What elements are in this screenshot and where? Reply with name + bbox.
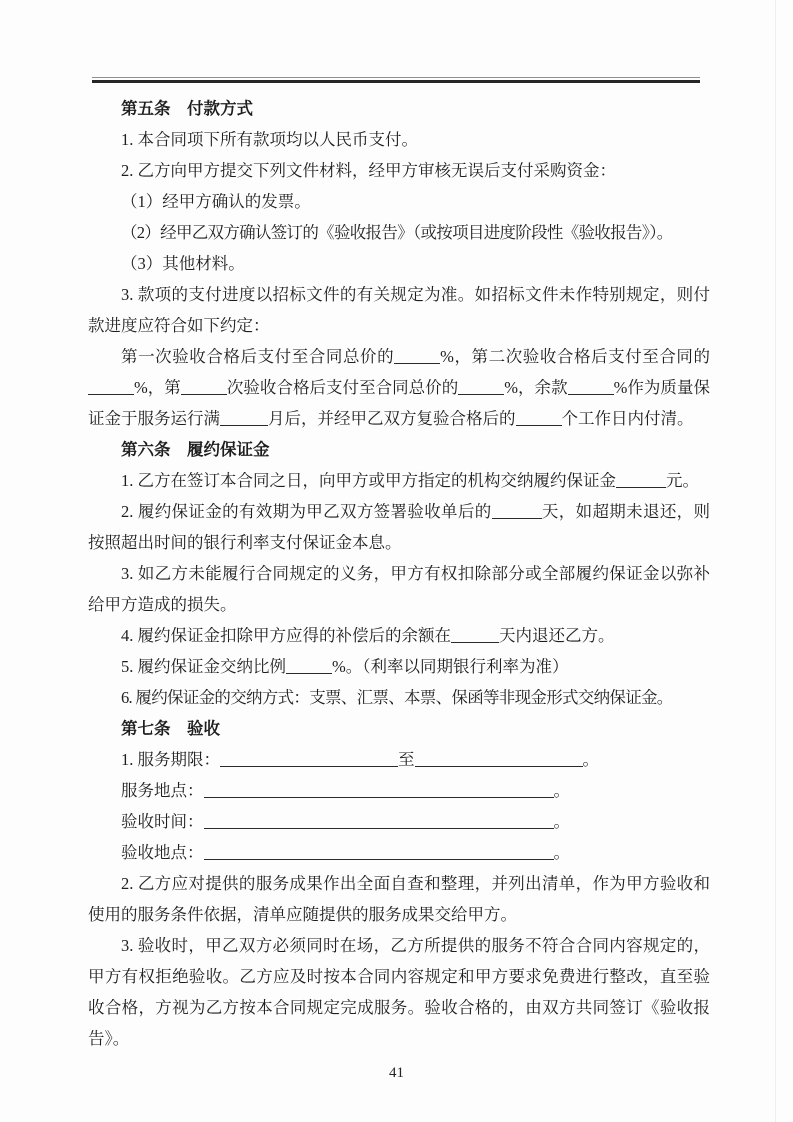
- paragraph: [88, 837, 710, 868]
- text-run: 至: [398, 750, 415, 769]
- text-run: 元。: [666, 471, 699, 490]
- paragraph: [88, 806, 710, 837]
- paragraph: [88, 651, 710, 682]
- text-run: 服务地点：: [121, 781, 204, 800]
- blank-underline: [415, 752, 583, 767]
- paragraph: [88, 620, 710, 651]
- paragraph: [88, 217, 710, 248]
- text-run: 5. 履约保证金交纳比例: [121, 657, 286, 676]
- section-heading: 第六条 履约保证金: [121, 440, 270, 459]
- blank-underline: [451, 628, 499, 643]
- text-run: （1）经甲方确认的发票。: [121, 192, 311, 211]
- paragraph: [88, 682, 710, 713]
- text-run: %，第二次验收合格后支付至合同的: [440, 347, 711, 366]
- text-run: 3. 款项的支付进度以招标文件的有关规定为准。如招标文件未作特别规定，则付款进度应符合如下约定：: [88, 285, 710, 335]
- text-run: 3. 验收时，甲乙双方必须同时在场，乙方所提供的服务不符合合同内容规定的，甲方有权拒绝验收。乙方应及时按本合同内容规定和甲方要求免费进行整改，直至验收合格，方视为乙方按本合同规定完成服务。验收合格的，由双方共同签订《验收报告》。: [88, 936, 710, 1048]
- text-run: 次验收合格后支付至合同总价的: [226, 378, 459, 397]
- text-run: 天，如超期未退还，则按照超出时间的银行利率支付保证金本息。: [88, 502, 710, 552]
- blank-underline: [458, 380, 504, 395]
- text-run: %，第: [134, 378, 181, 397]
- text-run: 验收时间：: [121, 812, 204, 831]
- text-run: 1. 乙方在签订本合同之日，向甲方或甲方指定的机构交纳履约保证金: [121, 471, 616, 490]
- text-run: 。: [553, 812, 570, 831]
- paragraph: [88, 155, 710, 186]
- text-run: 天内退还乙方。: [499, 626, 615, 645]
- blank-underline: [220, 752, 398, 767]
- text-run: 。: [553, 781, 570, 800]
- text-run: 2. 乙方向甲方提交下列文件材料，经甲方审核无误后支付采购资金：: [121, 161, 616, 180]
- blank-underline: [516, 411, 562, 426]
- text-run: 2. 履约保证金的有效期为甲乙双方签署验收单后的: [121, 502, 492, 521]
- paragraph: [88, 124, 710, 155]
- blank-underline: [181, 380, 227, 395]
- blank-underline: [88, 380, 134, 395]
- scan-edge-artifact: [775, 0, 776, 1122]
- text-run: 。: [553, 843, 570, 862]
- text-run: 验收地点：: [121, 843, 204, 862]
- text-run: 个工作日内付清。: [561, 409, 694, 428]
- paragraph: [88, 465, 710, 496]
- blank-underline: [204, 783, 554, 798]
- section-heading: 第七条 验收: [121, 719, 220, 738]
- text-run: 月后，并经甲乙双方复验合格后的: [268, 409, 516, 428]
- text-run: 。: [582, 750, 599, 769]
- blank-underline: [204, 845, 554, 860]
- paragraph: [88, 558, 710, 620]
- text-run: 6. 履约保证金的交纳方式：支票、汇票、本票、保函等非现金形式交纳保证金。: [121, 688, 673, 707]
- text-run: 1. 本合同项下所有款项均以人民币支付。: [121, 130, 418, 149]
- paragraph: [88, 496, 710, 558]
- text-run: 3. 如乙方未能履行合同规定的义务，甲方有权扣除部分或全部履约保证金以弥补给甲方造成的损失。: [88, 564, 710, 614]
- text-run: 2. 乙方应对提供的服务成果作出全面自查和整理，并列出清单，作为甲方验收和使用的服务条件依据，清单应随提供的服务成果交给甲方。: [88, 874, 710, 924]
- section-heading: 第五条 付款方式: [121, 99, 253, 118]
- document-body: [88, 93, 710, 1054]
- paragraph: [88, 279, 710, 341]
- paragraph: [88, 248, 710, 279]
- blank-underline: [204, 814, 554, 829]
- blank-underline: [286, 659, 332, 674]
- text-run: 第一次验收合格后支付至合同总价的: [121, 347, 395, 366]
- blank-underline: [492, 504, 542, 519]
- blank-underline: [220, 411, 268, 426]
- text-run: %。（利率以同期银行利率为准）: [332, 657, 569, 676]
- paragraph: [88, 930, 710, 1054]
- paragraph: [88, 775, 710, 806]
- paragraph: [88, 341, 710, 434]
- text-run: %，余款: [504, 378, 568, 397]
- paragraph: [88, 186, 710, 217]
- text-run: %作为质量保证金于服务运行满: [88, 378, 710, 428]
- text-run: （2）经甲乙双方确认签订的《验收报告》（或按项目进度阶段性《验收报告》）。: [121, 223, 673, 242]
- blank-underline: [394, 349, 440, 364]
- page-number: 41: [389, 1065, 404, 1081]
- text-run: 4. 履约保证金扣除甲方应得的补偿后的余额在: [121, 626, 451, 645]
- text-run: （3）其他材料。: [121, 254, 245, 273]
- blank-underline: [616, 473, 666, 488]
- blank-underline: [568, 380, 614, 395]
- paragraph: [88, 744, 710, 775]
- header-rule: [92, 77, 700, 83]
- paragraph: [88, 868, 710, 930]
- text-run: 1. 服务期限：: [121, 750, 220, 769]
